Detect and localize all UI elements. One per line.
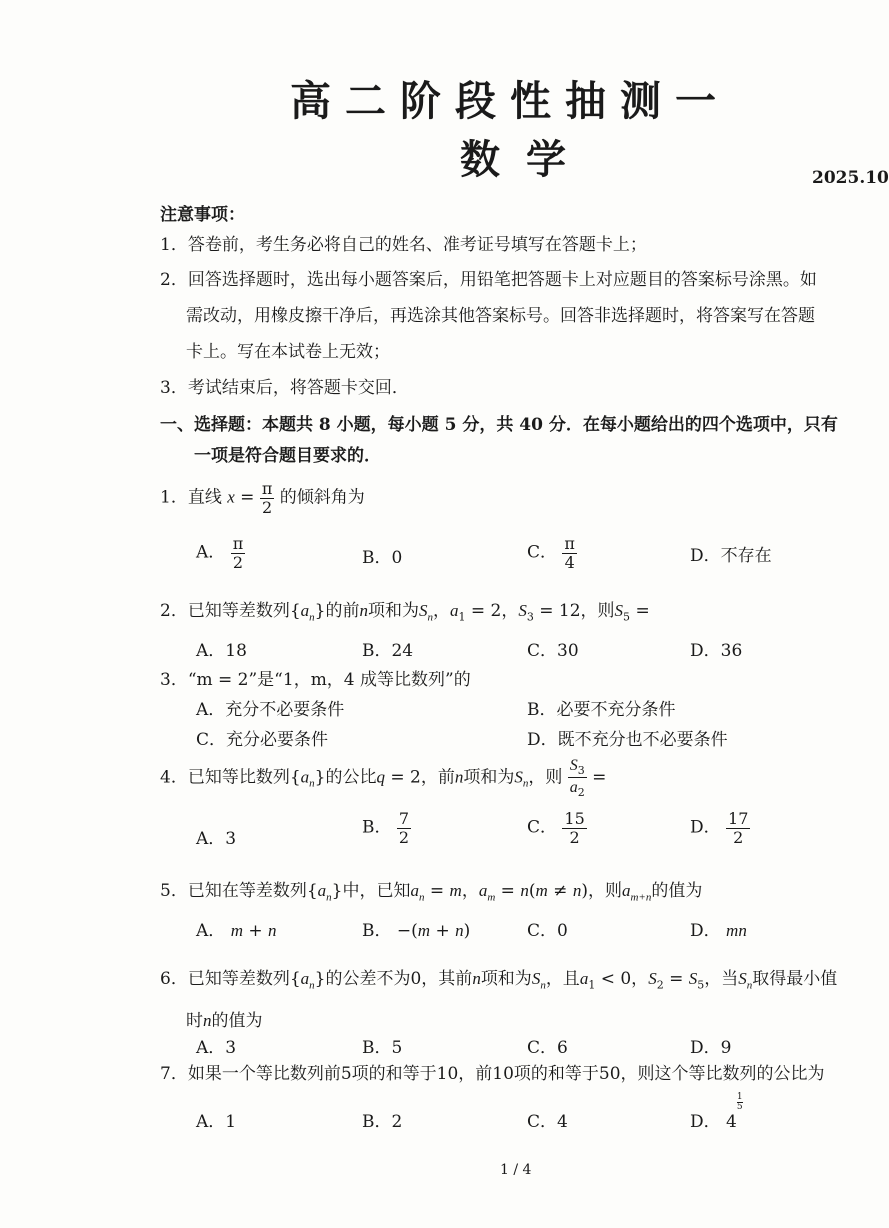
- q2-option-b: B．24: [362, 641, 414, 661]
- notice-item-2-line-2: 需改动，用橡皮擦干净后，再选涂其他答案标号。回答非选择题时，将答案写在答题: [186, 306, 815, 326]
- q4-option-b: B． $\frac{7}{2}$: [362, 809, 410, 847]
- q1-number: 1．: [160, 487, 188, 508]
- q7-option-d: D． 4 $^{\frac{1}{5}}$: [690, 1092, 743, 1132]
- q3-option-d: D．既不充分也不必要条件: [527, 730, 728, 750]
- q1-option-a: A． $\frac{\pi}{2}$: [196, 534, 244, 572]
- q1-pre: 直线: [187, 487, 222, 508]
- q3-option-a: A．充分不必要条件: [196, 700, 345, 720]
- q5-option-d: D． mn: [690, 921, 747, 941]
- q6-option-c: C．6: [527, 1038, 568, 1058]
- q1-option-c: C． $\frac{\pi}{4}$: [527, 534, 575, 572]
- notice-item-2-line-1: 2．回答选择题时，选出每小题答案后，用铅笔把答题卡上对应题目的答案标号涂黑。如: [160, 270, 817, 290]
- notice-item-3: 3．考试结束后，将答题卡交回．: [160, 378, 409, 398]
- notice-heading: 注意事项：: [160, 205, 245, 225]
- q4-option-a: A．3: [196, 829, 237, 849]
- exam-title: 高二阶段性抽测一: [290, 77, 730, 125]
- page-number: 1 / 4: [500, 1162, 532, 1178]
- question-5: 5．已知在等差数列$\{a_n\}$中，已知$a_n = m$，$a_m = n(m \ne n)$，则$a_{m+n}$的值为: [160, 881, 703, 904]
- q1-option-d: D．不存在: [690, 546, 772, 566]
- exam-date: 2025.10: [812, 168, 889, 188]
- q2-option-c: C．30: [527, 641, 579, 661]
- notice-item-1: 1．答卷前，考生务必将自己的姓名、准考证号填写在答题卡上；: [160, 235, 647, 255]
- q1-option-b: B．0: [362, 548, 403, 568]
- q1-fraction: $\frac{\pi}{2}$: [261, 479, 273, 517]
- q7-option-a: A．1: [196, 1112, 237, 1132]
- q6-option-d: D．9: [690, 1038, 732, 1058]
- question-7: 7．如果一个等比数列前5项的和等于10，前10项的和等于50，则这个等比数列的公比为: [160, 1064, 825, 1084]
- exam-subject: 数学: [460, 136, 592, 183]
- q3-option-c: C．充分必要条件: [196, 730, 329, 750]
- q5-option-a: A． m + n: [196, 921, 277, 941]
- question-1: 1．直线 x = $\frac{\pi}{2}$ 的倾斜角为: [160, 479, 365, 517]
- notice-item-2-line-3: 卡上。写在本试卷上无效；: [186, 342, 390, 362]
- q6-option-b: B．5: [362, 1038, 403, 1058]
- q7-option-b: B．2: [362, 1112, 403, 1132]
- question-6-cont: 时n的值为: [186, 1011, 263, 1031]
- q5-option-b: B． −(m + n): [362, 921, 471, 941]
- section-1-heading-cont: 一项是符合题目要求的．: [194, 446, 381, 466]
- q5-option-c: C．0: [527, 921, 568, 941]
- q4-option-d: D． $\frac{17}{2}$: [690, 809, 749, 847]
- q2-option-a: A．18: [196, 641, 247, 661]
- question-4: 4．已知等比数列$\{a_n\}$的公比q = 2，前n项和为$S_n$，则 $\frac{S_3}{a_2}$ =: [160, 757, 607, 800]
- q2-option-d: D．36: [690, 641, 743, 661]
- q7-option-c: C．4: [527, 1112, 568, 1132]
- q4-option-c: C． $\frac{15}{2}$: [527, 809, 585, 847]
- question-3: 3．“m = 2”是“1，m，4 成等比数列”的: [160, 670, 471, 690]
- question-6: 6．已知等差数列$\{a_n\}$的公差不为0，其前n项和为$S_n$，且$a_1 < 0$，$S_2 = S_5$，当$S_n$取得最小值: [160, 969, 838, 992]
- q1-post: 的倾斜角为: [279, 487, 365, 508]
- section-1-heading: 一、选择题：本题共 8 小题，每小题 5 分，共 40 分．在每小题给出的四个选项中，只有: [160, 415, 838, 435]
- q3-option-b: B．必要不充分条件: [527, 700, 676, 720]
- q6-option-a: A．3: [196, 1038, 237, 1058]
- question-2: 2．已知等差数列$\{a_n\}$的前n项和为$S_n$，$a_1 = 2$，$S_3 = 12$，则$S_5$ =: [160, 601, 650, 624]
